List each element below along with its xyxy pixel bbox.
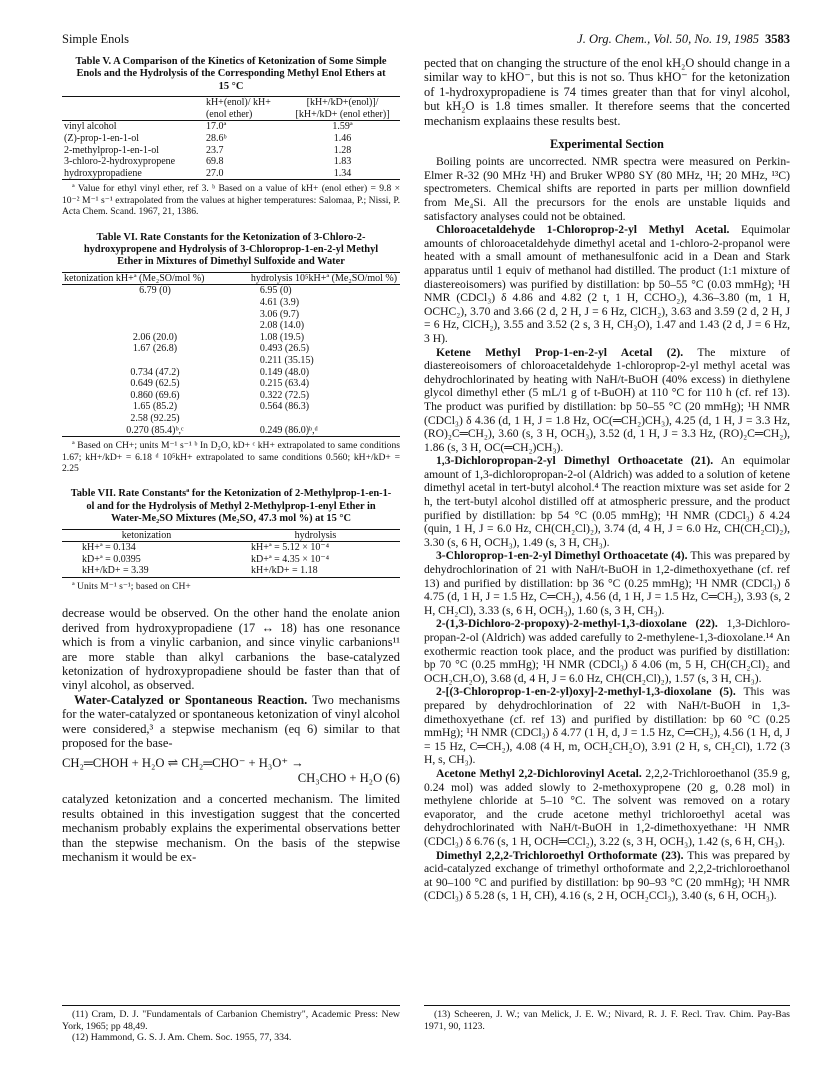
table-7-footnote: ª Units M⁻¹ s⁻¹; based on CH+ bbox=[72, 580, 191, 592]
table-7-title: Table VII. Rate Constantsª for the Ketonization of 2-Methylprop-1-en-1-ol and for the Hydrolysis of Methyl 2-Methylprop-1-enyl Ether in Water-Me₂SO Mixtures (Me₂SO, 47.3 mol %) at 15 °C bbox=[70, 488, 392, 525]
cell-value: 0.249 (86.0)ᵇ,ᵈ bbox=[259, 424, 318, 436]
paragraph bbox=[424, 617, 790, 685]
table-6-footnote: ª Based on CH+; units M⁻¹ s⁻¹ ᵇ In D₂O, kD+ ᶜ kH+ extrapolated to same conditions 1.67; kH+/kD+ = 6.18 ᵈ 10⁵kH+ extrapolated to same conditions 0.560; kH+/kD+ = 2.25 bbox=[62, 440, 400, 474]
cell-value: kD+ª = 4.35 × 10⁻⁴ bbox=[251, 553, 330, 565]
table-7-col1-header: ketonization bbox=[121, 529, 172, 541]
table-6-grid bbox=[62, 273, 400, 436]
cell-value: 2.08 (14.0) bbox=[259, 320, 305, 332]
run-in-heading: 1,3-Dichloropropan-2-yl Dimethyl Orthoacetate (21). bbox=[436, 454, 714, 468]
paragraph bbox=[424, 767, 790, 849]
table-row bbox=[62, 145, 400, 157]
cell-value: 28.6ᵇ bbox=[205, 133, 227, 144]
paragraph-text: This was prepared by dehydrochlorination of 22 with NaH/t-BuOH in 1,3-dimethoxyethane (cf. ref 13) and purified by distillation: bp 60 °C (0.25 mmHg); ¹H NMR (CDCl₃) δ 4.77 (1 H, d, J = 1.5 Hz, C═CH₂), 4.56 (1 H, d, J = 15 Hz, C═CH₂), 4.08 (4 H, m, OCH₂CH₂O), 3.91 (2 H, s, CH₂Cl), 1.72 (3 H, s, CH₃). bbox=[424, 685, 790, 767]
run-in-heading: Water-Catalyzed or Spontaneous Reaction. bbox=[74, 692, 308, 707]
cell-value bbox=[62, 309, 248, 321]
cell-value: 1.59ª bbox=[332, 121, 353, 133]
cell-value: kD+ª = 0.0395 bbox=[82, 553, 141, 565]
footnote-rule bbox=[424, 1005, 790, 1006]
paragraph bbox=[424, 223, 790, 345]
table-row bbox=[62, 425, 400, 437]
paragraph bbox=[424, 849, 790, 903]
cell-value: 69.8 bbox=[205, 156, 224, 168]
cell-value: 0.270 (85.4)ᵇ,ᶜ bbox=[126, 424, 184, 436]
paragraph-text: This was prepared by acid-catalyzed exchange of trimethyl orthoformate and 2,2,2-trichloroethanol at 90–100 °C and purified by distillation: bp 90–93 °C (20 mmHg); ¹H NMR (CDCl₃) δ 5.28 (s, 1 H, CH), 4.16 (s, 2 H, OCH₂CCl₃), 3.40 (s, 6 H, OCH₃). bbox=[424, 848, 790, 903]
table-6-col1-header: ketonization kH+ª (Me₂SO/mol %) bbox=[64, 272, 205, 284]
table-rule bbox=[62, 577, 400, 578]
right-column bbox=[424, 56, 790, 903]
table-5 bbox=[62, 56, 400, 218]
cell-name: vinyl alcohol bbox=[64, 121, 117, 133]
paragraph bbox=[424, 346, 790, 455]
cell-value: 6.95 (0) bbox=[259, 285, 292, 297]
cell-value: 1.46 bbox=[333, 133, 352, 144]
table-5-col2-header: [kH+/kD+(enol)]/ [kH+/kD+ (enol ether)] bbox=[295, 97, 390, 120]
table-row bbox=[62, 285, 400, 297]
reference: (11) Cram, D. J. "Fundamentals of Carbanion Chemistry", Academic Press: New York, 1965; pp 48,49. bbox=[62, 1009, 400, 1032]
cell-value: 0.649 (62.5) bbox=[130, 378, 180, 390]
cell-value: 27.0 bbox=[205, 167, 224, 179]
cell-value: 17.0ª bbox=[205, 121, 227, 133]
paragraph bbox=[424, 549, 790, 617]
cell-value: 1.83 bbox=[333, 156, 352, 168]
table-row bbox=[62, 121, 400, 133]
references-right bbox=[424, 1005, 790, 1032]
run-in-heading: Dimethyl 2,2,2-Trichloroethyl Orthoformate (23). bbox=[436, 848, 684, 862]
table-row bbox=[62, 332, 400, 344]
cell-value: 1.28 bbox=[333, 144, 352, 156]
table-row bbox=[62, 390, 400, 402]
cell-value: 0.734 (47.2) bbox=[130, 366, 180, 378]
table-6-col2-header: hydrolysis 10⁵kH+ª (Me₂SO/mol %) bbox=[250, 272, 398, 284]
left-column bbox=[62, 56, 400, 864]
paragraph bbox=[62, 693, 400, 751]
cell-value: 1.34 bbox=[333, 167, 352, 179]
table-5-footnote: ª Value for ethyl vinyl ether, ref 3. ᵇ Based on a value of kH+ (enol ether) = 9.8 × 10⁻² M⁻¹ s⁻¹ extrapolated from the values at higher temperatures: Salomaa, P.; Nissi, P. Acta Chem. Scand. 1967, 21, 1386. bbox=[62, 183, 400, 218]
cell-value bbox=[62, 297, 248, 309]
cell-value: 0.860 (69.6) bbox=[130, 389, 180, 401]
paragraph: catalyzed ketonization and a concerted mechanism. The limited results obtained in this investigation suggest that the concerted mechanism probably explains the experimental observations better than the stepwise mechanism. On the basis of the stepwise mechanism it would be ex- bbox=[62, 792, 400, 865]
reference: (12) Hammond, G. S. J. Am. Chem. Soc. 1955, 77, 334. bbox=[72, 1032, 292, 1044]
paragraph: Boiling points are uncorrected. NMR spectra were measured on Perkin-Elmer R-32 (90 MHz ¹H) and Bruker WP80 SY (80 MHz, ¹H; 20 MHz, ¹³C) spectrometers. Chemical shifts are reported in parts per million downfield from Me₄Si. All the precursors for the enols are unstable liquids and satisfactory analyses could not be obtained. bbox=[424, 155, 790, 223]
table-row bbox=[62, 343, 400, 355]
table-5-grid bbox=[62, 97, 400, 179]
cell-name: (Z)-prop-1-en-1-ol bbox=[64, 133, 139, 144]
references-left bbox=[62, 1005, 400, 1044]
cell-value: 0.493 (26.5) bbox=[259, 343, 310, 355]
paragraph-text: 2,2,2-Trichloroethanol (35.9 g, 0.24 mol) was added slowly to 2-methoxypropene (20 g, 0.28 mol) in methylene chloride at 5–10 °C. The solvent was removed on a rotary evaporator, and the crude acetone methyl trichloroethyl acetal was dehydrochlorinated with NaH/t-BuOH in 1,2-dimethoxyethane: ¹H NMR (CDCl₃) δ 6.76 (s, 1 H, OCH═CCl₂), 3.22 (s, 3 H, OCH₃), 1.42 (s, 6 H, CH₃). bbox=[424, 766, 791, 848]
run-in-heading: 2-(1,3-Dichloro-2-propoxy)-2-methyl-1,3-dioxolane (22). bbox=[436, 617, 718, 631]
paragraph-text: Two mechanisms for the water-catalyzed or spontaneous ketonization of vinyl alcohol were considered,³ a stepwise mechanism (eq 6) similar to that proposed for the base- bbox=[62, 692, 400, 750]
footnote-rule bbox=[62, 1005, 400, 1006]
paragraph: pected that on changing the structure of the enol kH₂O should change in a similar way to kHO⁻, but this is not so. Thus kHO⁻ for the ketonization of 1-hydroxypropadiene is 74 times greater than that for vinyl alcohol, but kH₂O is 1.8 times smaller. It therefore seems that the concerted mechanism explaains these results best. bbox=[424, 56, 790, 128]
cell-value: 3.06 (9.7) bbox=[259, 308, 300, 320]
run-in-heading: Ketene Methyl Prop-1-en-2-yl Acetal (2). bbox=[436, 345, 684, 359]
cell-value bbox=[62, 320, 248, 332]
cell-value: 1.65 (85.2) bbox=[132, 401, 178, 413]
table-row bbox=[62, 554, 400, 566]
table-row bbox=[62, 297, 400, 309]
header-left: Simple Enols bbox=[62, 32, 130, 46]
cell-name: 2-methylprop-1-en-1-ol bbox=[64, 144, 159, 156]
table-5-col1-header: kH+(enol)/ kH+(enol ether) bbox=[205, 97, 271, 120]
cell-value: 0.211 (35.15) bbox=[259, 354, 314, 366]
cell-value: 1.67 (26.8) bbox=[132, 343, 178, 355]
run-in-heading: 2-[(3-Chloroprop-1-en-2-yl)oxy]-2-methyl-1,3-dioxolane (5). bbox=[436, 685, 736, 699]
table-row bbox=[62, 355, 400, 367]
cell-value: 1.08 (19.5) bbox=[259, 331, 305, 343]
cell-value: 2.58 (92.25) bbox=[130, 412, 180, 424]
table-row bbox=[62, 309, 400, 321]
cell-value: 0.564 (86.3) bbox=[259, 401, 310, 413]
run-in-heading: Acetone Methyl 2,2-Dichlorovinyl Acetal. bbox=[436, 766, 642, 780]
cell-value: kH+ª = 5.12 × 10⁻⁴ bbox=[251, 542, 330, 554]
table-row bbox=[62, 378, 400, 390]
reference: (13) Scheeren, J. W.; van Melick, J. E. W.; Nivard, R. J. F. Recl. Trav. Chim. Pay-Bas 1971, 90, 1123. bbox=[424, 1009, 790, 1032]
cell-value: 0.322 (72.5) bbox=[259, 389, 310, 401]
table-rule bbox=[62, 179, 400, 180]
cell-value: kH+ª = 0.134 bbox=[82, 542, 136, 554]
cell-value: 0.215 (63.4) bbox=[259, 378, 310, 390]
cell-value: 6.79 (0) bbox=[139, 285, 171, 297]
table-7-grid bbox=[62, 530, 400, 577]
run-in-heading: 3-Chloroprop-1-en-2-yl Dimethyl Orthoacetate (4). bbox=[436, 549, 688, 563]
paragraph-text: Equimolar amounts of chloroacetaldehyde dimethyl acetal and 1-chloro-2-propanol were heated with a small amount of methanesulfonic acid in a Dean and Stark apparatus until 1 equiv of methanol had distilled. The product (1:1 mixture of diastereoisomers) was purified by distillation: bp 50–55 °C (0.03 mmHg); ¹H NMR (CDCl₃) δ 4.86 and 4.82 (2 t, 1 H, CCHO₂), 4.36–3.80 (m, 1 H, OCHC₂), 3.70 and 3.66 (2 d, 2 H, J = 6 Hz, ClCH₂), 3.63 and 3.59 (2 d, 2 H, J = 6 Hz, ClCH₂), 3.55 and 3.52 (2 s, 3 H, CH₃O), 1.47 and 1.43 (2 d, J = 6 Hz, 3 H). bbox=[424, 223, 790, 345]
left-body-text bbox=[62, 606, 400, 864]
cell-value: kH+/kD+ = 3.39 bbox=[82, 565, 149, 577]
page-number: 3583 bbox=[765, 32, 790, 46]
cell-value: 23.7 bbox=[205, 144, 224, 156]
table-7-col2-header: hydrolysis bbox=[294, 529, 337, 541]
table-row bbox=[62, 413, 400, 425]
paragraph: decrease would be observed. On the other hand the enolate anion derived from hydroxypropadiene (17 ↔ 18) has one resonance which is from a vinylic carbanion, and since vinylic carbanions¹¹ are more stable than alkyl carbanions the base-catalyzed ketonization of hydroxypropadiene should be faster than that of vinyl alcohol, as observed. bbox=[62, 606, 400, 693]
cell-value: 2.06 (20.0) bbox=[132, 331, 178, 343]
cell-name: 3-chloro-2-hydroxypropene bbox=[64, 156, 176, 168]
header-journal: J. Org. Chem., Vol. 50, No. 19, 1985 bbox=[577, 32, 759, 46]
equation-line: CH₃CHO + H₂O (6) bbox=[297, 771, 400, 786]
table-row bbox=[62, 401, 400, 413]
table-row bbox=[62, 542, 400, 554]
cell-value bbox=[248, 413, 400, 425]
cell-value: 4.61 (3.9) bbox=[259, 297, 300, 308]
cell-value bbox=[62, 355, 248, 367]
table-row bbox=[62, 320, 400, 332]
running-header bbox=[62, 32, 790, 48]
cell-name: hydroxypropadiene bbox=[64, 167, 142, 179]
table-row bbox=[62, 565, 400, 577]
table-row bbox=[62, 367, 400, 379]
table-row bbox=[62, 156, 400, 168]
cell-value: 0.149 (48.0) bbox=[259, 366, 310, 378]
paragraph bbox=[424, 685, 790, 767]
table-6 bbox=[62, 232, 400, 475]
run-in-heading: Chloroacetaldehyde 1-Chloroprop-2-yl Methyl Acetal. bbox=[436, 223, 730, 237]
paragraph-text: The mixture of diastereoisomers of chloroacetaldehyde 1-chloroprop-2-yl methyl acetal was dehydrochlorinated by heating with NaH/t-BuOH (40% excess) in diethylene glycol dimethyl ether (5 mL/1 g of t-BuOH) at 110 °C for 110 h (cf. ref 13). The product was purified by distillation: bp 50–55 °C (20 mmHg); ¹H NMR (CDCl₃) δ 4.36 (d, 1 H, J = 1.8 Hz, OC(═CH₂)CH₃), 4.25 (d, 1 H, J = 3.3 Hz, (RO)₂C═CH₂), 3.60 (s, 3 H, OCH₃), 3.52 (d, 1 H, J = 3.3 Hz, (RO)₂C═CH₂), 1.86 (s, 3 H, OC(═CH₂)CH₃). bbox=[424, 345, 790, 454]
table-row bbox=[62, 133, 400, 145]
paragraph bbox=[424, 454, 790, 549]
table-5-title: Table V. A Comparison of the Kinetics of Ketonization of Some Simple Enols and the Hydrolysis of the Corresponding Methyl Enol Ethers at 15 °C bbox=[75, 56, 387, 92]
header-right bbox=[577, 32, 790, 47]
cell-value: kH+/kD+ = 1.18 bbox=[251, 565, 318, 577]
paragraph-text: 1,3-Dichloro-propan-2-ol (Aldrich) was added carefully to 2-methylene-1,3-dioxolane.¹⁴ An exothermic reaction took place, and the product was purified by distillation: bp 70 °C (0.25 mmHg); ¹H NMR (CDCl₃) δ 4.06 (m, 5 H, CH(CH₂Cl)₂ and OCH₂CH₂O), 3.68 (d, 4 H, J = 6.0 Hz, CH(CH₂Cl)₂), 1.57 (s, 3 H, CH₃). bbox=[424, 617, 790, 685]
table-row bbox=[62, 168, 400, 180]
section-heading: Experimental Section bbox=[550, 137, 664, 152]
paragraph-text: An equimolar amount of 1,3-dichloropropan-2-ol (Aldrich) was added to a solution of ketene dimethyl acetal in tert-butyl alcohol.⁴ The reaction mixture was set aside for 2 h, the tert-butyl alcohol distilled off at atmospheric pressure, and the product purified by distillation: bp 54 °C (0.05 mmHg); ¹H NMR (CDCl₃) δ 4.24 (quin, 1 H, J = 6.0 Hz, CH(CH₂Cl)₂), 3.74 (d, 4 H, J = 6.0 Hz, CH(CH₂Cl)₂), 3.30 (s, 6 H, OCH₃), 1.49 (s, 3 H, CH₃). bbox=[424, 454, 790, 549]
paragraph-text: This was prepared by dehydrochlorination of 21 with NaH/t-BuOH in 1,2-dimethoxyethane (cf. ref 13) and purified by distillation: bp 36 °C (0.25 mmHg); ¹H NMR (CDCl₃) δ 4.75 (d, 1 H, J = 1.5 Hz, C═CH₂), 4.56 (d, 1 H, J = 1.5 Hz, C═CH₂), 3.93 (s, 2 H, CH₂Cl), 3.33 (s, 6 H, OCH₃), 1.60 (s, 3 H, CH₃). bbox=[424, 549, 790, 617]
equation-6 bbox=[62, 756, 400, 786]
table-7 bbox=[62, 488, 400, 592]
equation-line: CH₂═CHOH + H₂O ⇌ CH₂═CHO⁻ + H₃O⁺ → bbox=[62, 756, 304, 771]
table-6-title: Table VI. Rate Constants for the Ketonization of 3-Chloro-2-hydroxypropene and Hydrolysis of 3-Chloroprop-1-en-2-yl Methyl Ether in Mixtures of Dimethyl Sulfoxide and Water bbox=[83, 231, 379, 268]
table-rule bbox=[62, 436, 400, 437]
